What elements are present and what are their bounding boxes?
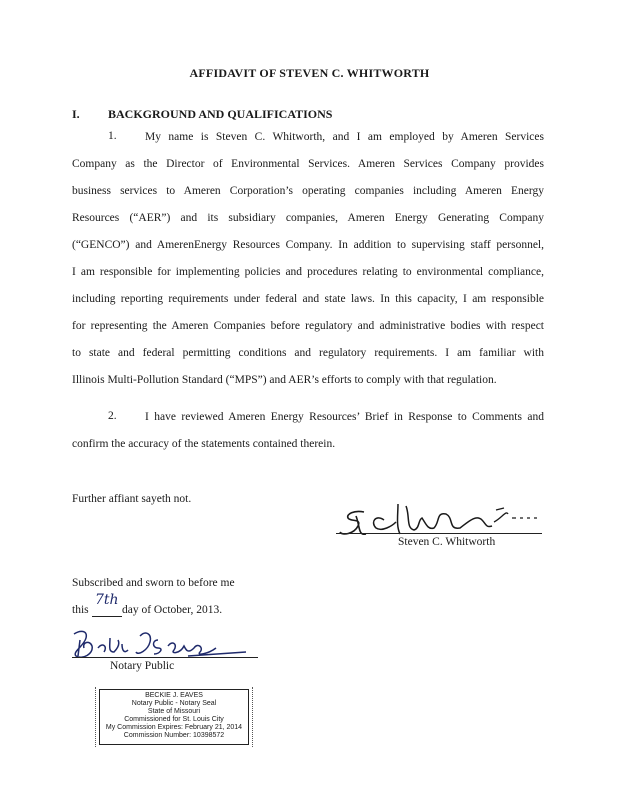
jurat-text: Subscribed and sworn to before me — [72, 577, 235, 589]
jurat-date-prefix: this — [72, 604, 89, 616]
paragraph-line: I am responsible for implementing policies and procedures relating to environmental compliance, — [72, 266, 544, 278]
paragraph-line: including reporting requirements under federal and state laws. In this capacity, I am responsible — [72, 293, 544, 305]
stamp-line: Notary Public - Notary Seal — [131, 700, 217, 707]
notary-stamp — [99, 689, 249, 745]
section-number: I. — [72, 107, 80, 121]
section-heading: BACKGROUND AND QUALIFICATIONS — [108, 107, 333, 121]
affiant-signature-line — [336, 533, 542, 534]
date-blank-line — [92, 616, 122, 617]
paragraph-line: for representing the Ameren Companies before regulatory and administrative bodies with respect — [72, 320, 544, 332]
stamp-line: Commissioned for St. Louis City — [124, 716, 224, 723]
affiant-statement: Further affiant sayeth not. — [72, 493, 192, 505]
paragraph-last-line: confirm the accuracy of the statements contained therein. — [72, 438, 336, 450]
paragraph-number: 2. — [108, 410, 117, 422]
paragraph-first-line: My name is Steven C. Whitworth, and I am employed by Ameren Services — [145, 131, 544, 143]
document-title: AFFIDAVIT OF STEVEN C. WHITWORTH — [189, 66, 430, 80]
stamp-line: State of Missouri — [147, 708, 201, 715]
affiant-name: Steven C. Whitworth — [398, 536, 496, 548]
jurat-date-suffix: day of October, 2013. — [122, 604, 223, 616]
stamp-line: Commission Number: 10398572 — [123, 732, 225, 739]
paragraph-line: Resources (“AER”) and its subsidiary companies, Ameren Energy Generating Company — [72, 212, 544, 224]
paragraph-line: Company as the Director of Environmental Services. Ameren Services Company provides — [72, 158, 544, 170]
notary-label: Notary Public — [110, 660, 175, 672]
paragraph-last-line: Illinois Multi-Pollution Standard (“MPS”) and AER’s efforts to comply with that regulation. — [72, 374, 497, 386]
notary-signature-line — [72, 657, 258, 658]
stamp-name: BECKIE J. EAVES — [145, 692, 203, 699]
paragraph-line: business services to Ameren Corporation’s operating companies including Ameren Energy — [72, 185, 544, 197]
notary-signature — [68, 626, 248, 664]
paragraph-first-line: I have reviewed Ameren Energy Resources’ Brief in Response to Comments and — [145, 411, 544, 423]
paragraph-number: 1. — [108, 130, 117, 142]
handwritten-day: 7th — [95, 592, 119, 608]
paragraph-line: (“GENCO”) and AmerenEnergy Resources Company. In addition to supervising staff personnel, — [72, 239, 544, 251]
paragraph-line: to state and federal permitting conditions and regulatory requirements. I am familiar with — [72, 347, 544, 359]
stamp-line: My Commission Expires: February 21, 2014 — [105, 724, 243, 731]
